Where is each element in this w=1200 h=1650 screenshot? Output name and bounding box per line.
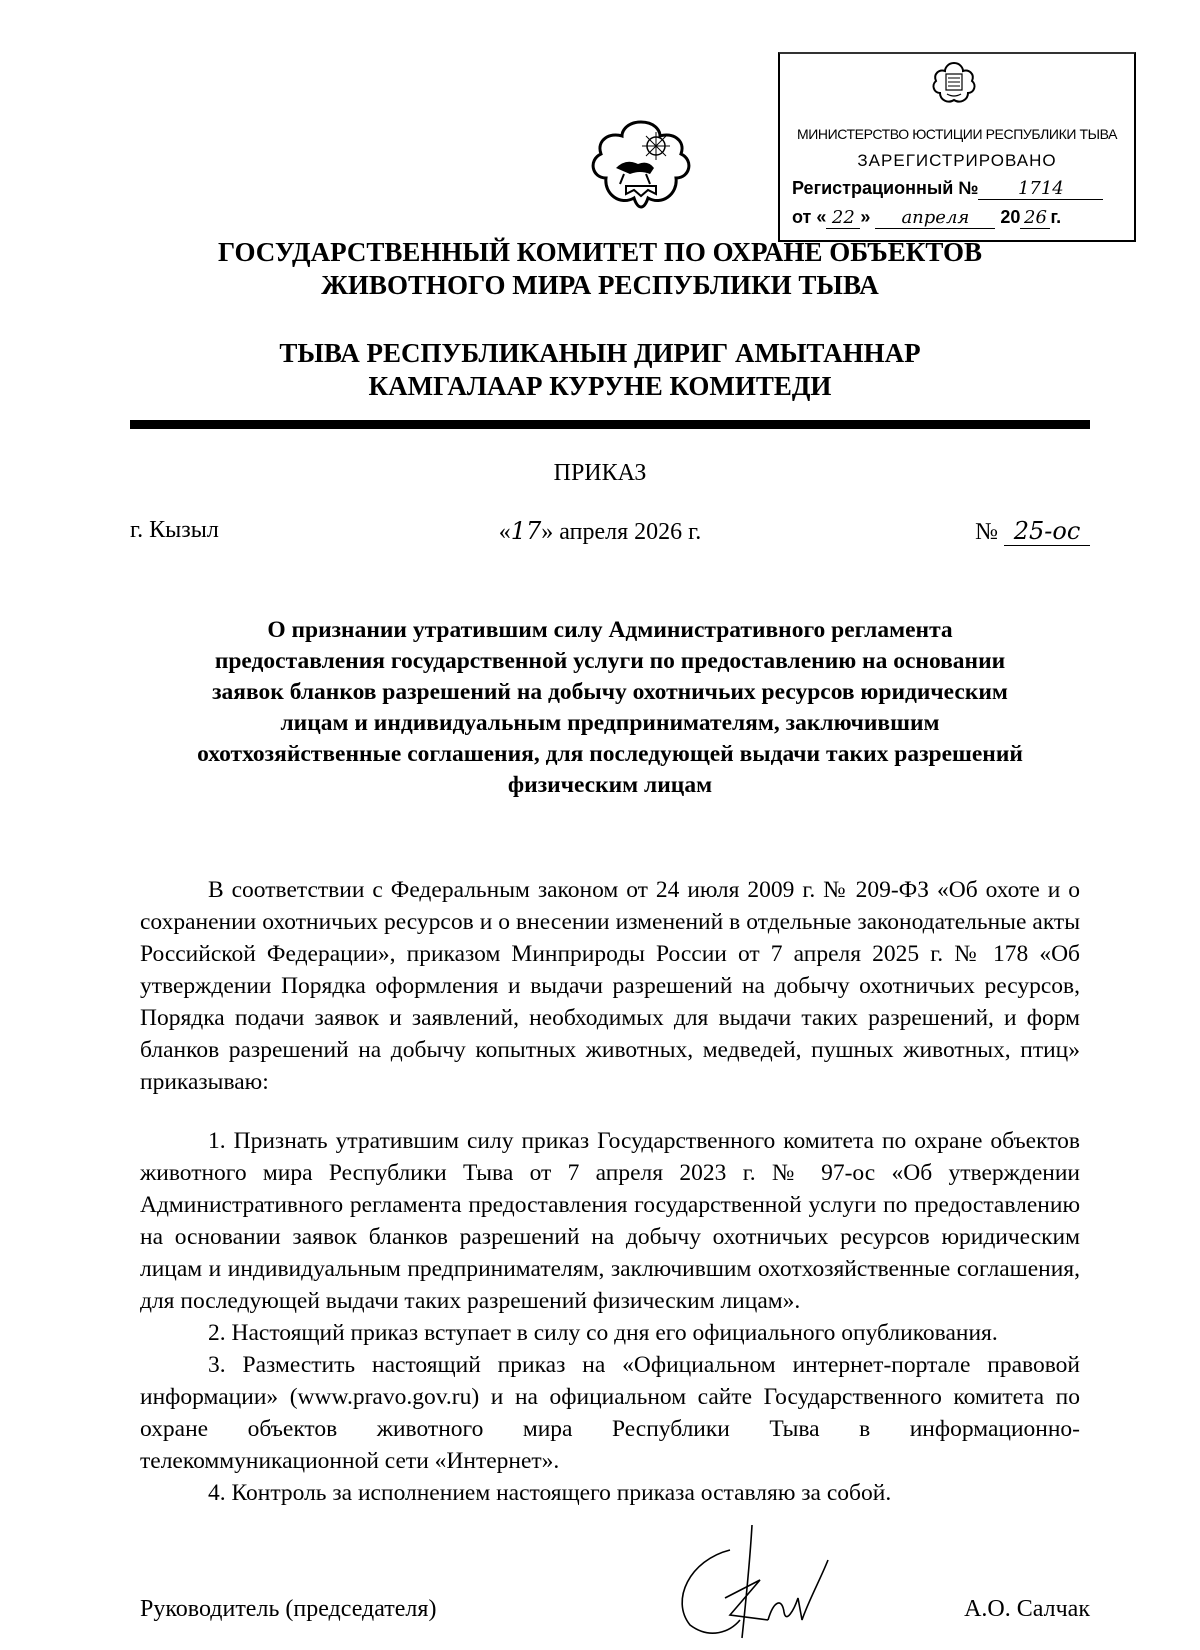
title-line: лицам и индивидуальным предпринимателям, заключившим	[280, 710, 940, 736]
handwritten-signature	[670, 1520, 850, 1645]
stamp-reg-number	[792, 178, 1146, 200]
stamp-ministry: МИНИСТЕРСТВО ЮСТИЦИИ РЕСПУБЛИКИ ТЫВА	[796, 126, 1118, 142]
title-line: охотхозяйственные соглашения, для последующей выдачи таких разрешений	[197, 741, 1023, 767]
stamp-date-month: апреля	[875, 207, 995, 229]
organization-name-ru	[0, 236, 1200, 302]
stamp-date	[792, 207, 1146, 229]
stamp-date-mid: »	[860, 207, 871, 227]
order-item-4: 4. Контроль за исполнением настоящего приказа оставляю за собой.	[208, 1480, 892, 1506]
registration-stamp	[778, 52, 1136, 242]
signatory-name: А.О. Салчак	[964, 1596, 1090, 1622]
stamp-date-day: 22	[826, 207, 860, 229]
document-title	[150, 615, 1070, 801]
title-line: физическим лицам	[507, 772, 713, 798]
order-item-1: 1. Признать утратившим силу приказ Государственного комитета по охране объектов животного мира Республики Тыва от 7 апреля 2023 г. № 97-ос «Об утверждении Административного регламента предоставления государственной услуги по предоставлению на основании заявок бланков разрешений на добычу охотничьих ресурсов юридическим лицам и индивидуальным предпринимателям, заключившим охотхозяйственные соглашения, для последующей выдачи таких разрешений физическим лицам».	[140, 1128, 1080, 1314]
signatory-title: Руководитель (председателя)	[140, 1596, 437, 1622]
org-tyv-line1: ТЫВА РЕСПУБЛИКАНЫН ДИРИГ АМЫТАННАР	[279, 338, 921, 368]
stamp-registered: ЗАРЕГИСТРИРОВАНО	[857, 151, 1057, 170]
stamp-year-end: г.	[1050, 207, 1062, 227]
order-label: ПРИКАЗ	[553, 460, 647, 486]
order-item-3: 3. Разместить настоящий приказ на «Официальном интернет-портале правовой информации» (www.pravo.gov.ru) и на официальном сайте Государственного комитета по охране объектов животного мира Республики Тыва в информационно-телекоммуникационной сети «Интернет».	[140, 1352, 1080, 1474]
order-place: г. Кызыл	[130, 517, 219, 543]
order-number	[975, 517, 1090, 546]
preamble	[140, 874, 1080, 1098]
header-divider	[130, 420, 1090, 429]
stamp-reg-value: 1714	[978, 178, 1103, 200]
order-items	[140, 1125, 1080, 1509]
organization-name-tyv	[0, 337, 1200, 403]
org-ru-line2: ЖИВОТНОГО МИРА РЕСПУБЛИКИ ТЫВА	[321, 270, 879, 300]
tyva-emblem-icon	[582, 118, 700, 218]
stamp-emblem-icon	[930, 60, 978, 112]
title-line: О признании утратившим силу Административного регламента	[267, 617, 953, 643]
stamp-year-prefix: 20	[1000, 207, 1021, 227]
order-number-prefix: №	[975, 519, 998, 545]
stamp-date-prefix: от «	[792, 207, 827, 227]
stamp-reg-label: Регистрационный №	[792, 178, 979, 198]
order-date-open: «	[498, 519, 511, 545]
title-line: заявок бланков разрешений на добычу охотничьих ресурсов юридическим	[212, 679, 1008, 705]
order-date-rest: » апреля 2026 г.	[541, 519, 702, 545]
preamble-paragraph: В соответствии с Федеральным законом от 24 июля 2009 г. № 209-ФЗ «Об охоте и о сохранении охотничьих ресурсов и о внесении изменений в отдельные законодательные акты Российской Федерации», приказом Минприроды России от 7 апреля 2025 г. № 178 «Об утверждении Порядка оформления и выдачи разрешений на добычу охотничьих ресурсов, Порядка подачи заявок и заявлений, необходимых для выдачи таких разрешений, и форм бланков разрешений на добычу копытных животных, медведей, пушных животных, птиц» приказываю:	[140, 877, 1080, 1095]
title-line: предоставления государственной услуги по предоставлению на основании	[214, 648, 1006, 674]
order-item-2: 2. Настоящий приказ вступает в силу со дня его официального опубликования.	[208, 1320, 998, 1346]
org-tyv-line2: КАМГАЛААР КУРУНЕ КОМИТЕДИ	[368, 371, 832, 401]
stamp-year-suffix: 26	[1020, 207, 1050, 229]
order-number-value: 25-ос	[1004, 517, 1090, 546]
org-ru-line1: ГОСУДАРСТВЕННЫЙ КОМИТЕТ ПО ОХРАНЕ ОБЪЕКТОВ	[217, 237, 983, 267]
order-date-day: 17	[510, 517, 542, 545]
